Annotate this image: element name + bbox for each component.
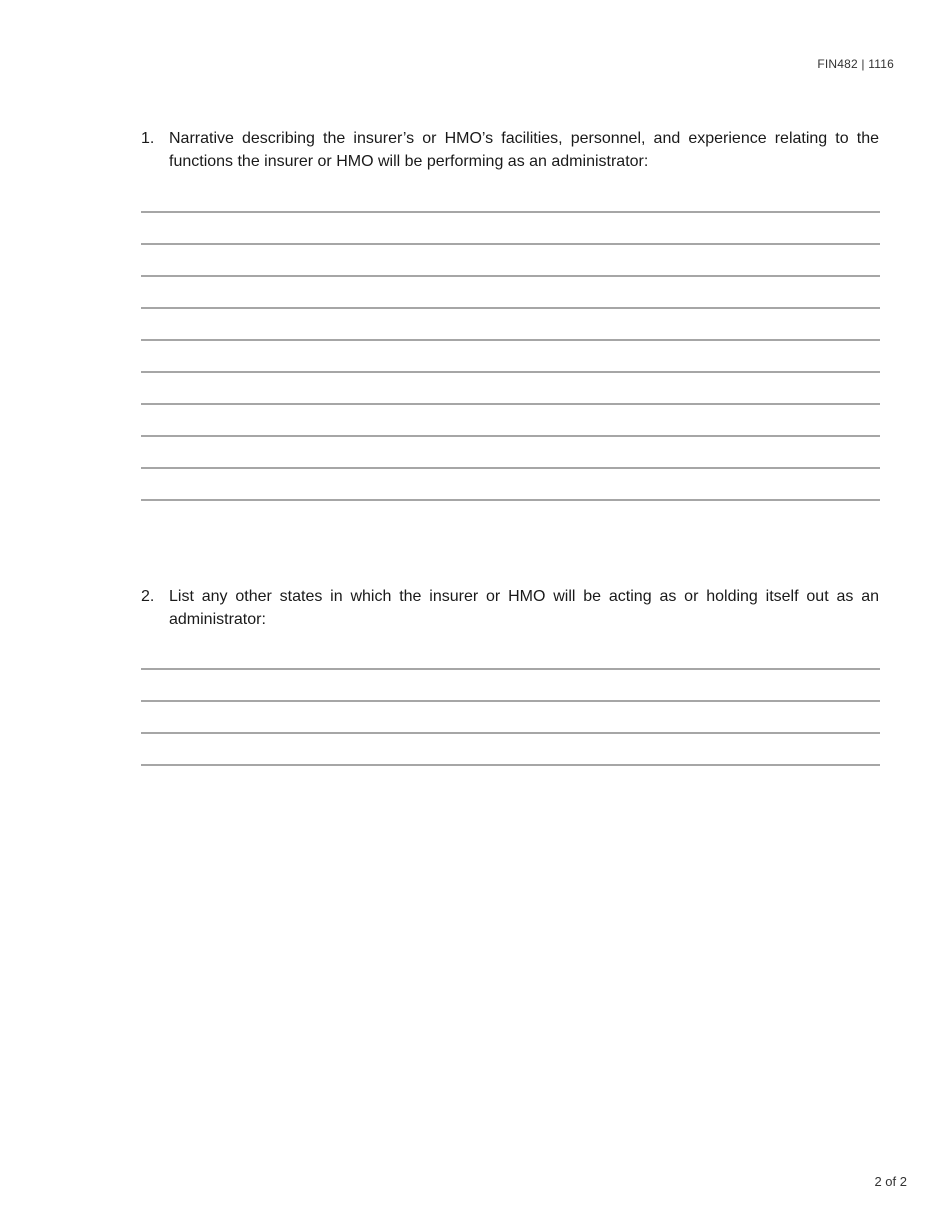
answer-line[interactable] [141, 243, 880, 245]
answer-line[interactable] [141, 700, 880, 702]
answer-line[interactable] [141, 307, 880, 309]
answer-line[interactable] [141, 275, 880, 277]
question-number: 2. [141, 588, 155, 605]
question-text: List any other states in which the insurer or HMO will be acting as or holding itself out as an administrator: [169, 588, 879, 628]
answer-line[interactable] [141, 403, 880, 405]
answer-line[interactable] [141, 371, 880, 373]
form-id: FIN482 | 1116 [817, 57, 894, 71]
answer-line[interactable] [141, 732, 880, 734]
question-1 [141, 127, 879, 173]
question-2 [141, 585, 879, 631]
page-number: 2 of 2 [874, 1174, 907, 1189]
question-number: 1. [141, 130, 155, 147]
answer-line[interactable] [141, 467, 880, 469]
answer-line[interactable] [141, 339, 880, 341]
answer-line[interactable] [141, 764, 880, 766]
answer-line[interactable] [141, 499, 880, 501]
question-text: Narrative describing the insurer’s or HMO’s facilities, personnel, and experience relating to the functions the insurer or HMO will be performing as an administrator: [169, 130, 879, 170]
answer-line[interactable] [141, 668, 880, 670]
answer-line[interactable] [141, 211, 880, 213]
answer-line[interactable] [141, 435, 880, 437]
